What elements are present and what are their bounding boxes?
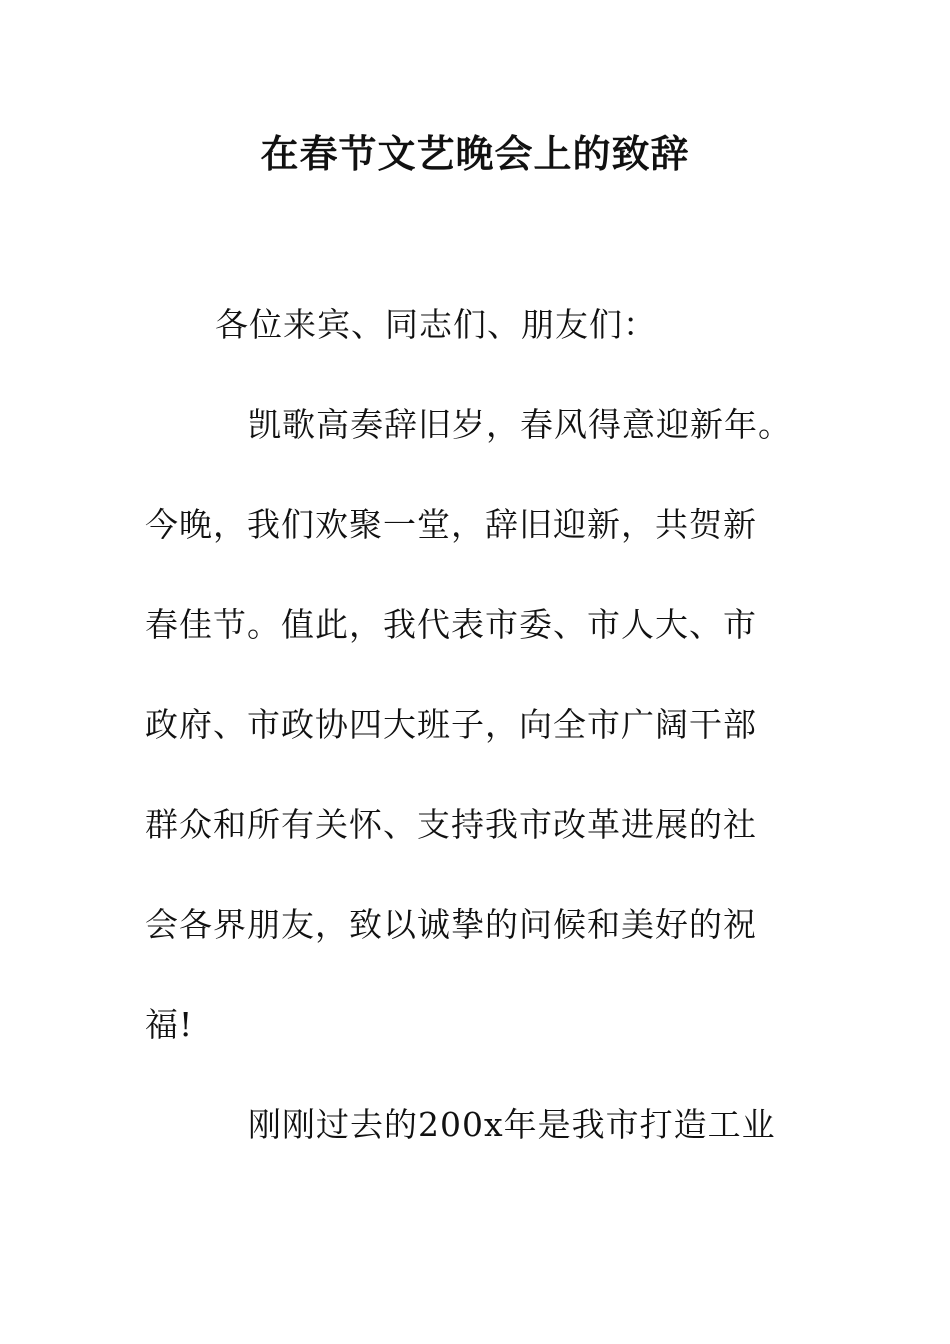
salutation: 各位来宾、同志们、朋友们： (215, 305, 657, 344)
document-title: 在春节文艺晚会上的致辞 (260, 131, 690, 176)
paragraph-line: 刚刚过去的200x年是我市打造工业 (248, 1105, 776, 1144)
paragraph-line: 政府、市政协四大班子，向全市广阔干部 (145, 705, 757, 744)
paragraph-line: 群众和所有关怀、支持我市改革进展的社 (145, 805, 757, 844)
paragraph-line: 福! (145, 1005, 194, 1044)
paragraph-line: 今晚，我们欢聚一堂，辞旧迎新，共贺新 (145, 505, 757, 544)
paragraph-line: 春佳节。值此，我代表市委、市人大、市 (145, 605, 757, 644)
paragraph-line: 会各界朋友，致以诚挚的问候和美好的祝 (145, 905, 757, 944)
paragraph-line: 凯歌高奏辞旧岁，春风得意迎新年。 (248, 405, 792, 444)
